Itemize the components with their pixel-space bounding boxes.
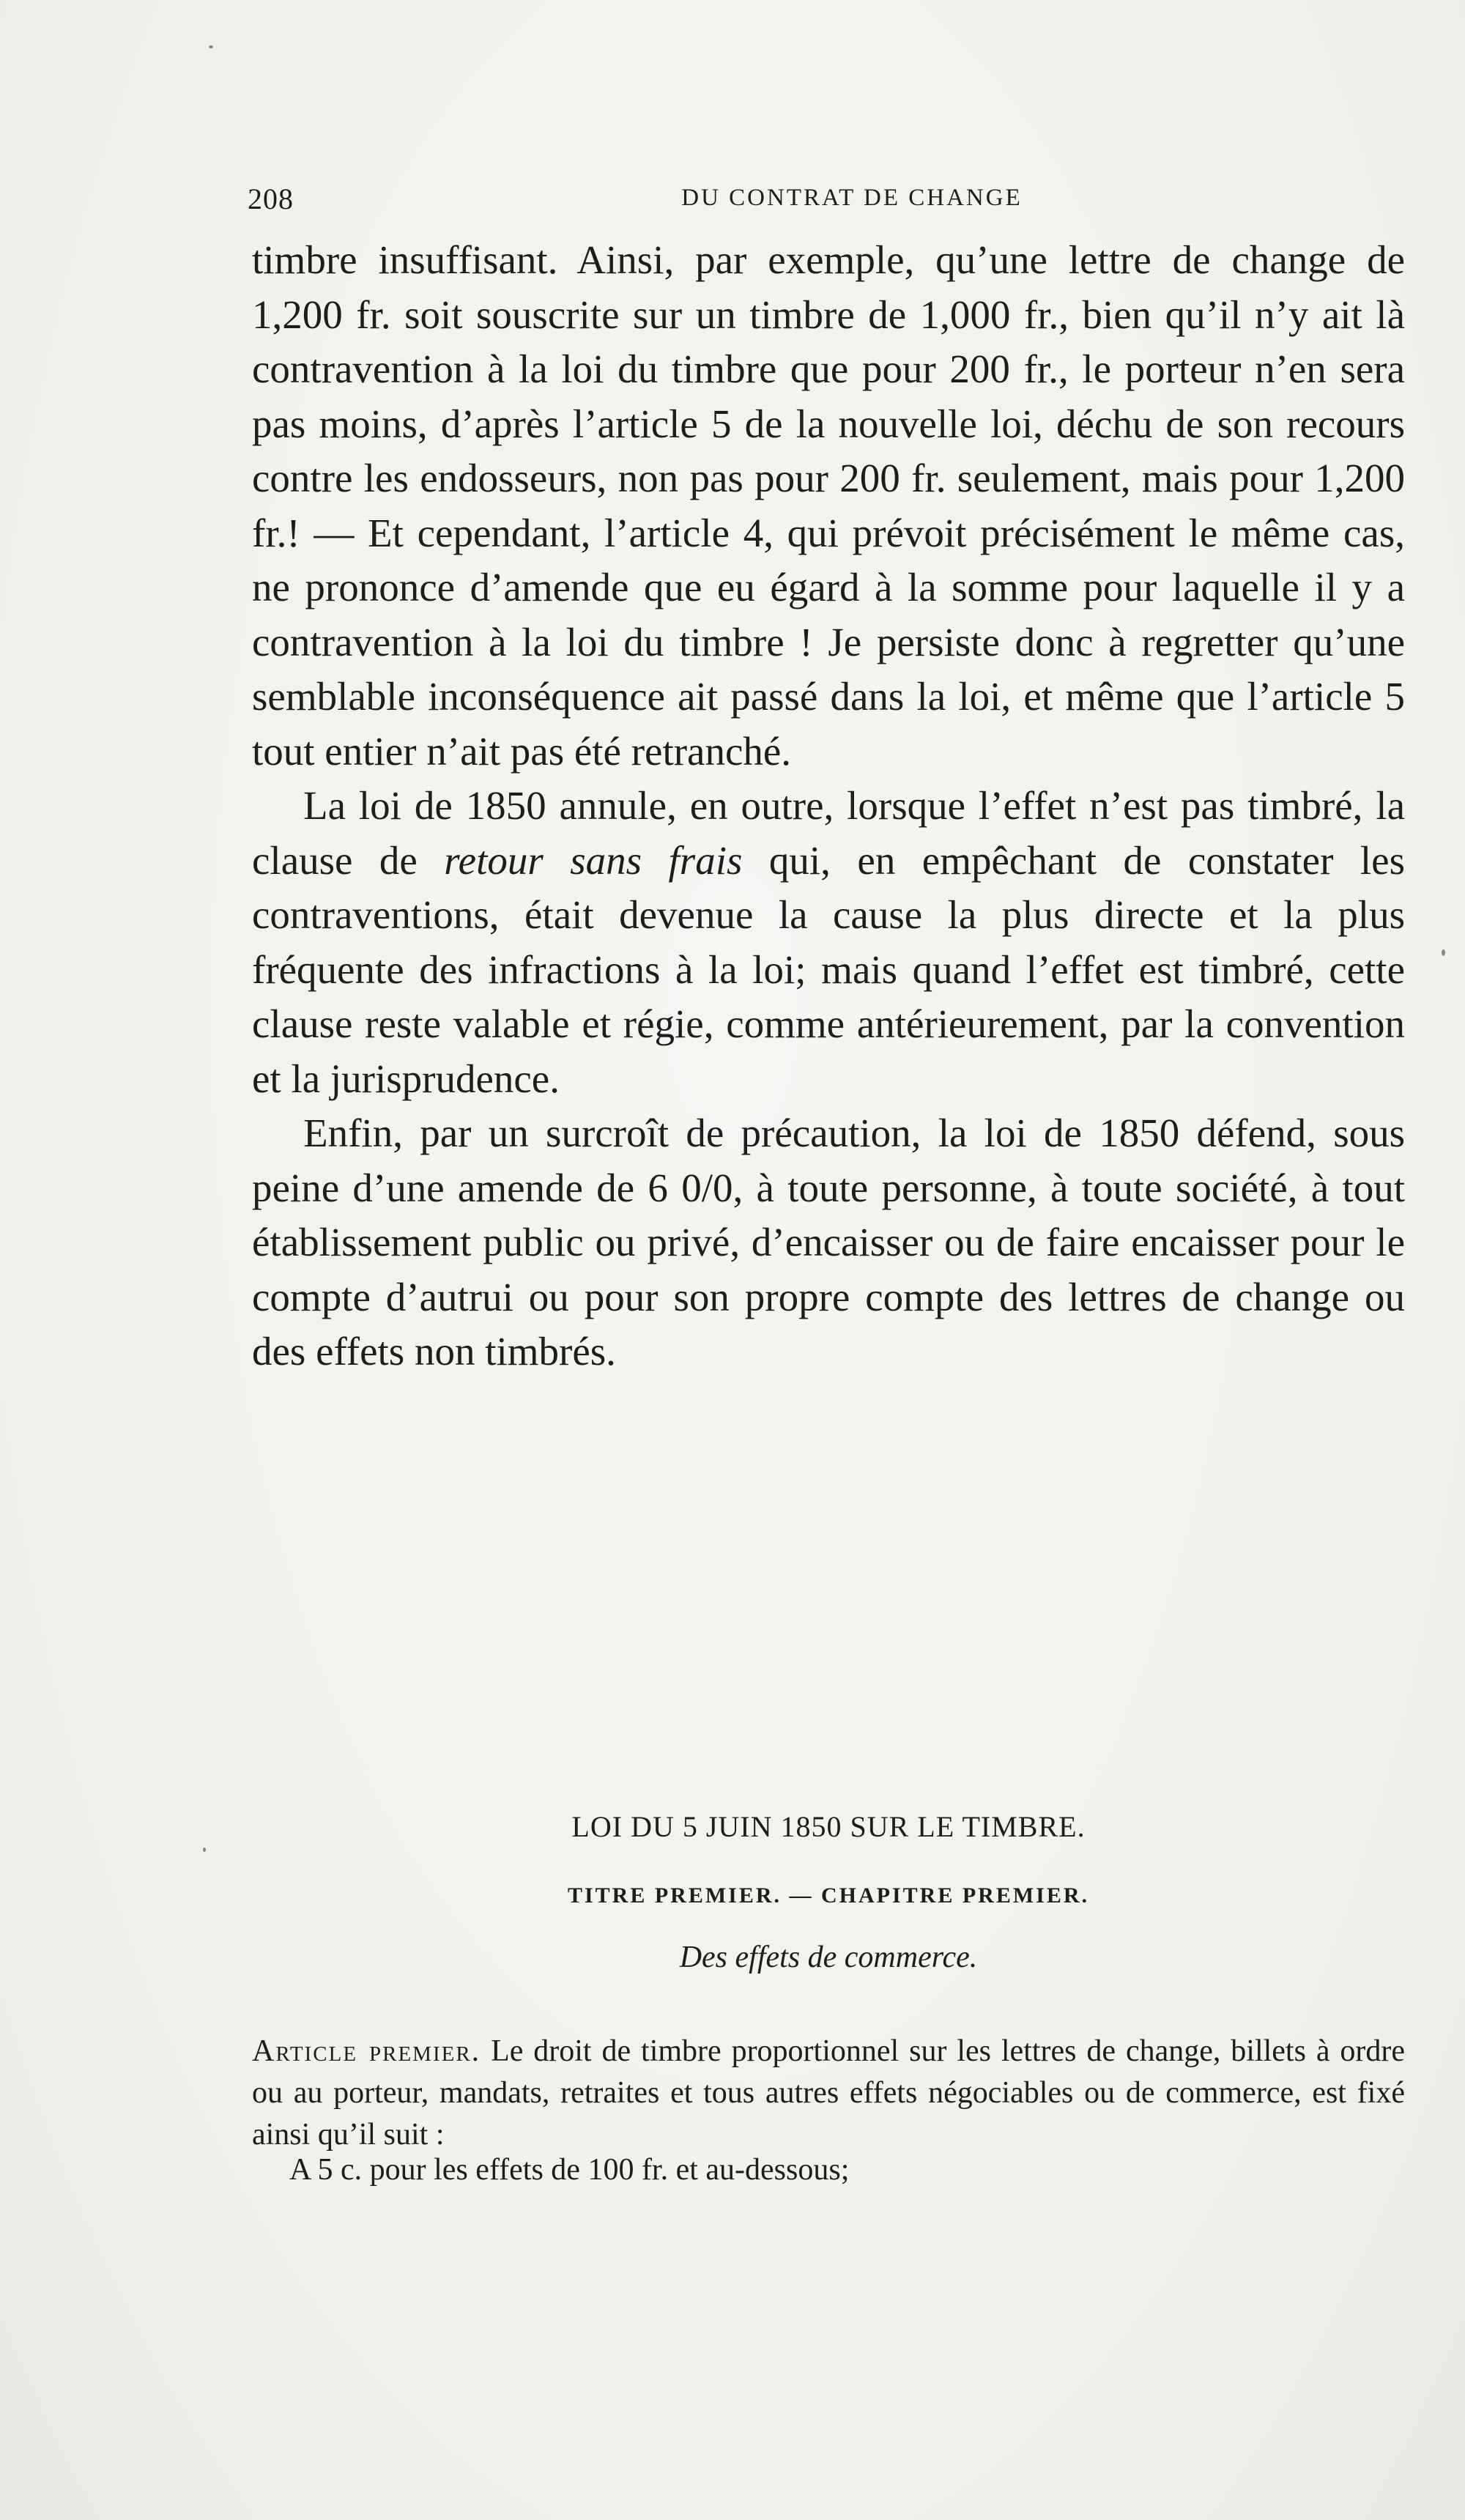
law-subtitle: TITRE PREMIER. — CHAPITRE PREMIER. <box>567 1883 1090 1908</box>
paragraph-2-start: La loi de 1850 annule, en outre, lorsque l’effet n’est pas timbré, la clause de <box>252 783 1405 883</box>
main-text <box>252 233 1405 1379</box>
page-number: 208 <box>248 182 294 215</box>
article-text: Le droit de timbre proportionnel sur les lettres de change, billets à ordre ou au porteur, mandats, retraites et tous autres effets négociables ou de commerce, est fixé ainsi qu’il suit : <box>252 2034 1405 2152</box>
law-title: LOI DU 5 JUIN 1850 SUR LE TIMBRE. <box>571 1810 1086 1843</box>
article-premier <box>252 2031 1405 2156</box>
paper-speck <box>203 1848 206 1852</box>
paper-speck <box>209 45 213 48</box>
law-section-heading: Des effets de commerce. <box>679 1941 978 1974</box>
paragraph-3: Enfin, par un surcroît de précaution, la loi de 1850 défend, sous peine d’une amende de 6 0/0, à toute personne, à toute société, à tout établissement public ou privé, d’encaisser ou de faire encaisser pour le compte d’autrui ou pour son propre compte des lettres de change ou des effets non timbrés. <box>252 1111 1405 1374</box>
page-header <box>248 182 1412 226</box>
paper-speck <box>1442 949 1445 956</box>
article-lead: Article premier. <box>252 2034 481 2068</box>
paragraph-1: timbre insuffisant. Ainsi, par exemple, qu’une lettre de change de 1,200 fr. soit souscrite sur un timbre de 1,000 fr., bien qu’il n’y ait là contravention à la loi du timbre que pour 200 fr., le porteur n’en sera pas moins, d’après l’article 5 de la nouvelle loi, déchu de son recours contre les endosseurs, non pas pour 200 fr. seulement, mais pour 1,200 fr.! — Et cependant, l’article 4, qui prévoit précisément le même cas, ne prononce d’amende que eu égard à la somme pour laquelle il y a contravention à la loi du timbre ! Je persiste donc à regretter qu’une semblable inconséquence ait passé dans la loi, et même que l’article 5 tout entier n’ait pas été retranché. <box>252 237 1405 774</box>
paragraph-2 <box>252 779 1405 1106</box>
italic-phrase: retour sans frais <box>444 837 743 883</box>
paragraph-2-end: qui, en empêchant de constater les contraventions, était devenue la cause la plus directe et la plus fréquente des infractions à la loi; mais quand l’effet est timbré, cette clause reste valable et régie, comme antérieurement, par la convention et la jurisprudence. <box>252 837 1405 1101</box>
running-head: DU CONTRAT DE CHANGE <box>681 185 1023 211</box>
article-rate-line: A 5 c. pour les effets de 100 fr. et au-dessous; <box>289 2153 850 2187</box>
